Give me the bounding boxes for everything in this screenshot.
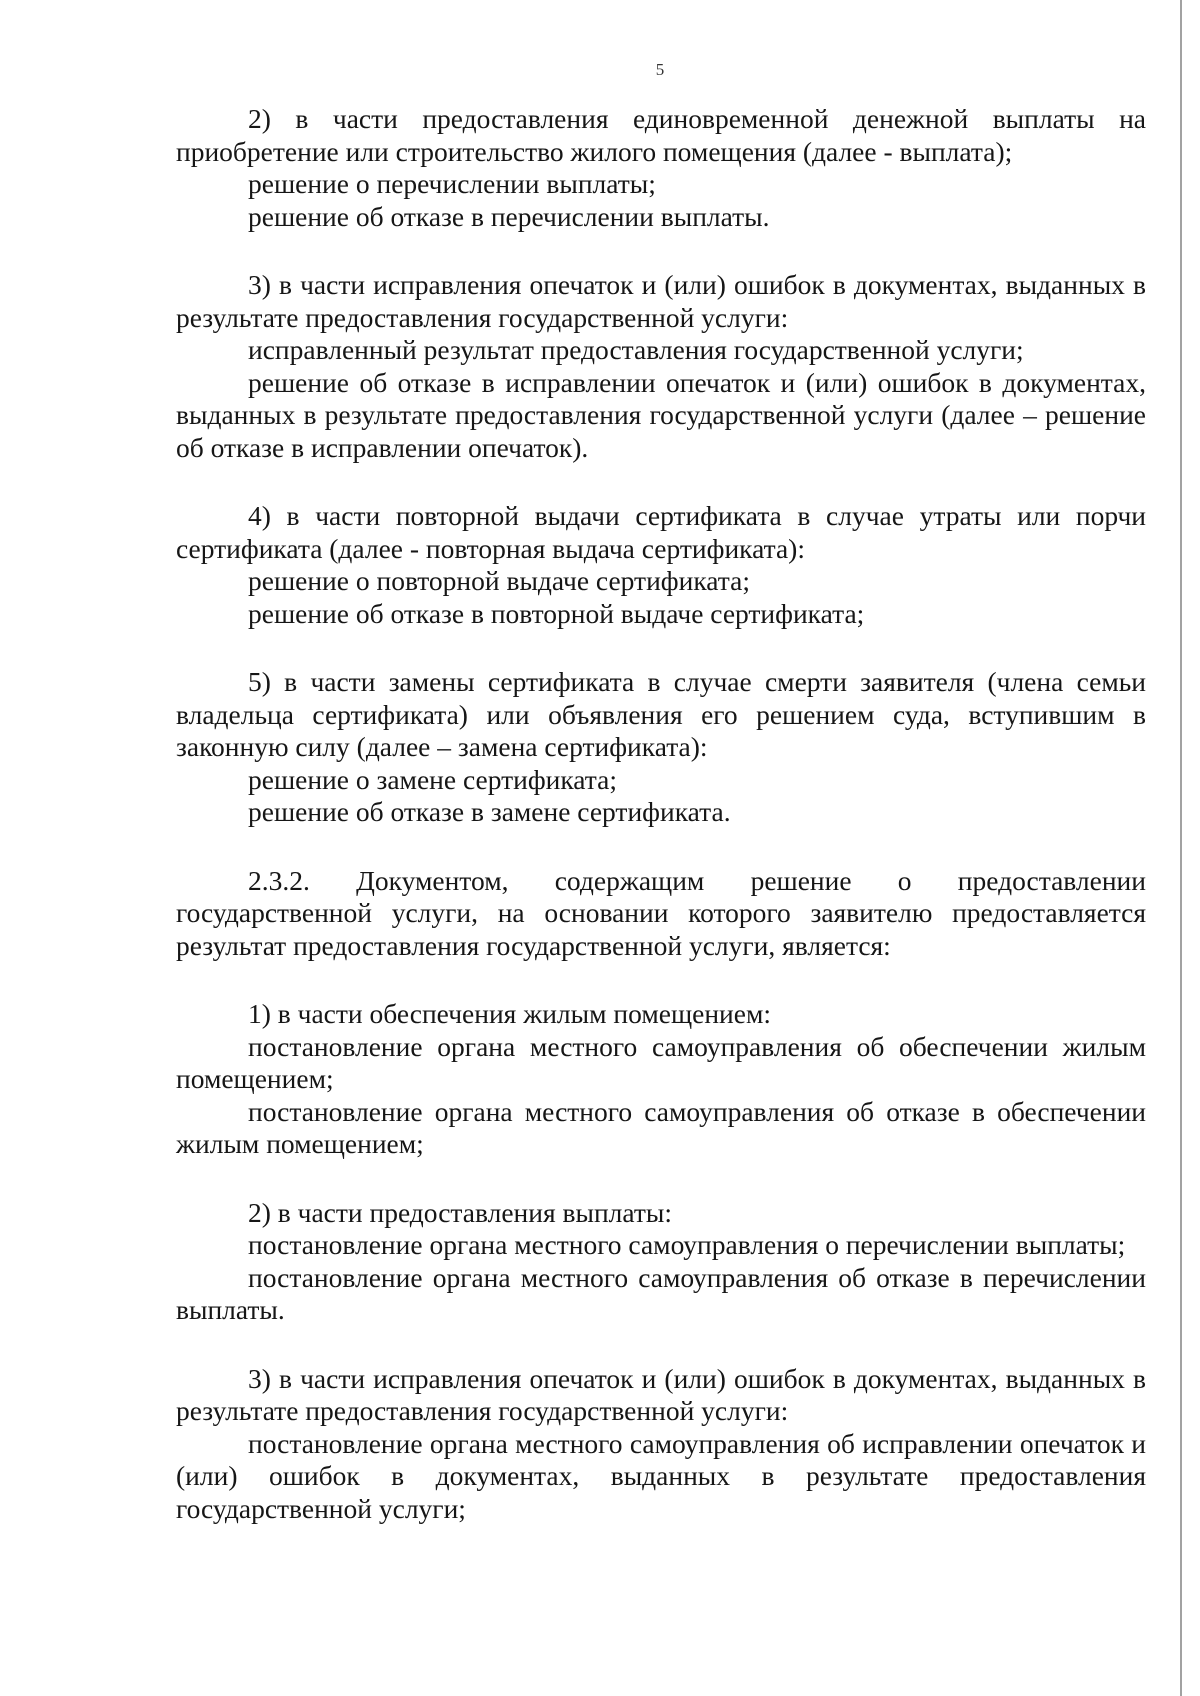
paragraph-item-5-replacement: 5) в части замены сертификата в случае смерти заявителя (члена семьи владельца сертификата) или объявления его решением суда, вступившим в законную силу (далее – замена сертификата):: [176, 666, 1146, 762]
paragraph-2-3-2: 2.3.2. Документом, содержащим решение о предоставлении государственной услуги, на основании которого заявителю предоставляется результат предоставления государственной услуги, является:: [176, 864, 1146, 961]
paragraph-resolution-housing: постановление органа местного самоуправления об обеспечении жилым помещением;: [176, 1030, 1146, 1094]
paragraph-refusal-transfer: решение об отказе в перечислении выплаты.: [248, 200, 770, 232]
page-number: 5: [655, 60, 665, 79]
spacer: [176, 829, 1146, 865]
paragraph-corrected-result: исправленный результат предоставления государственной услуги;: [248, 334, 1024, 365]
paragraph-resolution-refusal-housing: постановление органа местного самоуправления об отказе в обеспечении жилым помещением;: [176, 1095, 1146, 1159]
paragraph-decision-transfer: решение о перечислении выплаты;: [248, 168, 656, 199]
spacer: [176, 630, 1146, 666]
paragraph-item-4-reissue: 4) в части повторной выдачи сертификата в случае утраты или порчи сертификата (далее - повторная выдача сертификата):: [176, 500, 1146, 564]
paragraph-resolution-refusal-transfer: постановление органа местного самоуправления об отказе в перечислении выплаты.: [176, 1261, 1146, 1325]
paragraph-item-2-payment-resolutions: 2) в части предоставления выплаты:: [248, 1196, 673, 1228]
paragraph-decision-reissue: решение о повторной выдаче сертификата;: [248, 565, 750, 596]
paragraph-refusal-replacement: решение об отказе в замене сертификата.: [248, 796, 731, 827]
paragraph-refusal-correction: решение об отказе в исправлении опечаток и (или) ошибок в документах, выданных в результате предоставления государственной услуги (далее – решение об отказе в исправлении опечаток).: [176, 366, 1146, 463]
spacer: [176, 962, 1146, 998]
spacer: [176, 464, 1146, 500]
spacer: [176, 1161, 1146, 1197]
scan-edge-line: [1180, 0, 1182, 1696]
paragraph-resolution-correction: постановление органа местного самоуправления об исправлении опечаток и (или) ошибок в документах, выданных в результате предоставления государственной услуги;: [176, 1427, 1146, 1524]
paragraph-refusal-reissue: решение об отказе в повторной выдаче сертификата;: [248, 597, 865, 629]
paragraph-item-3-typos-resolutions: 3) в части исправления опечаток и (или) ошибок в документах, выданных в результате предоставления государственной услуги:: [176, 1362, 1146, 1426]
paragraph-resolution-transfer: постановление органа местного самоуправления о перечислении выплаты;: [248, 1229, 1126, 1260]
spacer: [176, 233, 1146, 269]
paragraph-item-3-typos: 3) в части исправления опечаток и (или) ошибок в документах, выданных в результате предоставления государственной услуги:: [176, 269, 1146, 333]
spacer: [176, 1327, 1146, 1363]
document-body: [176, 103, 1146, 1525]
paragraph-decision-replacement: решение о замене сертификата;: [248, 763, 617, 795]
paragraph-item-2-payment: 2) в части предоставления единовременной денежной выплаты на приобретение или строительство жилого помещения (далее - выплата);: [176, 103, 1146, 167]
paragraph-item-1-housing: 1) в части обеспечения жилым помещением:: [248, 998, 772, 1029]
